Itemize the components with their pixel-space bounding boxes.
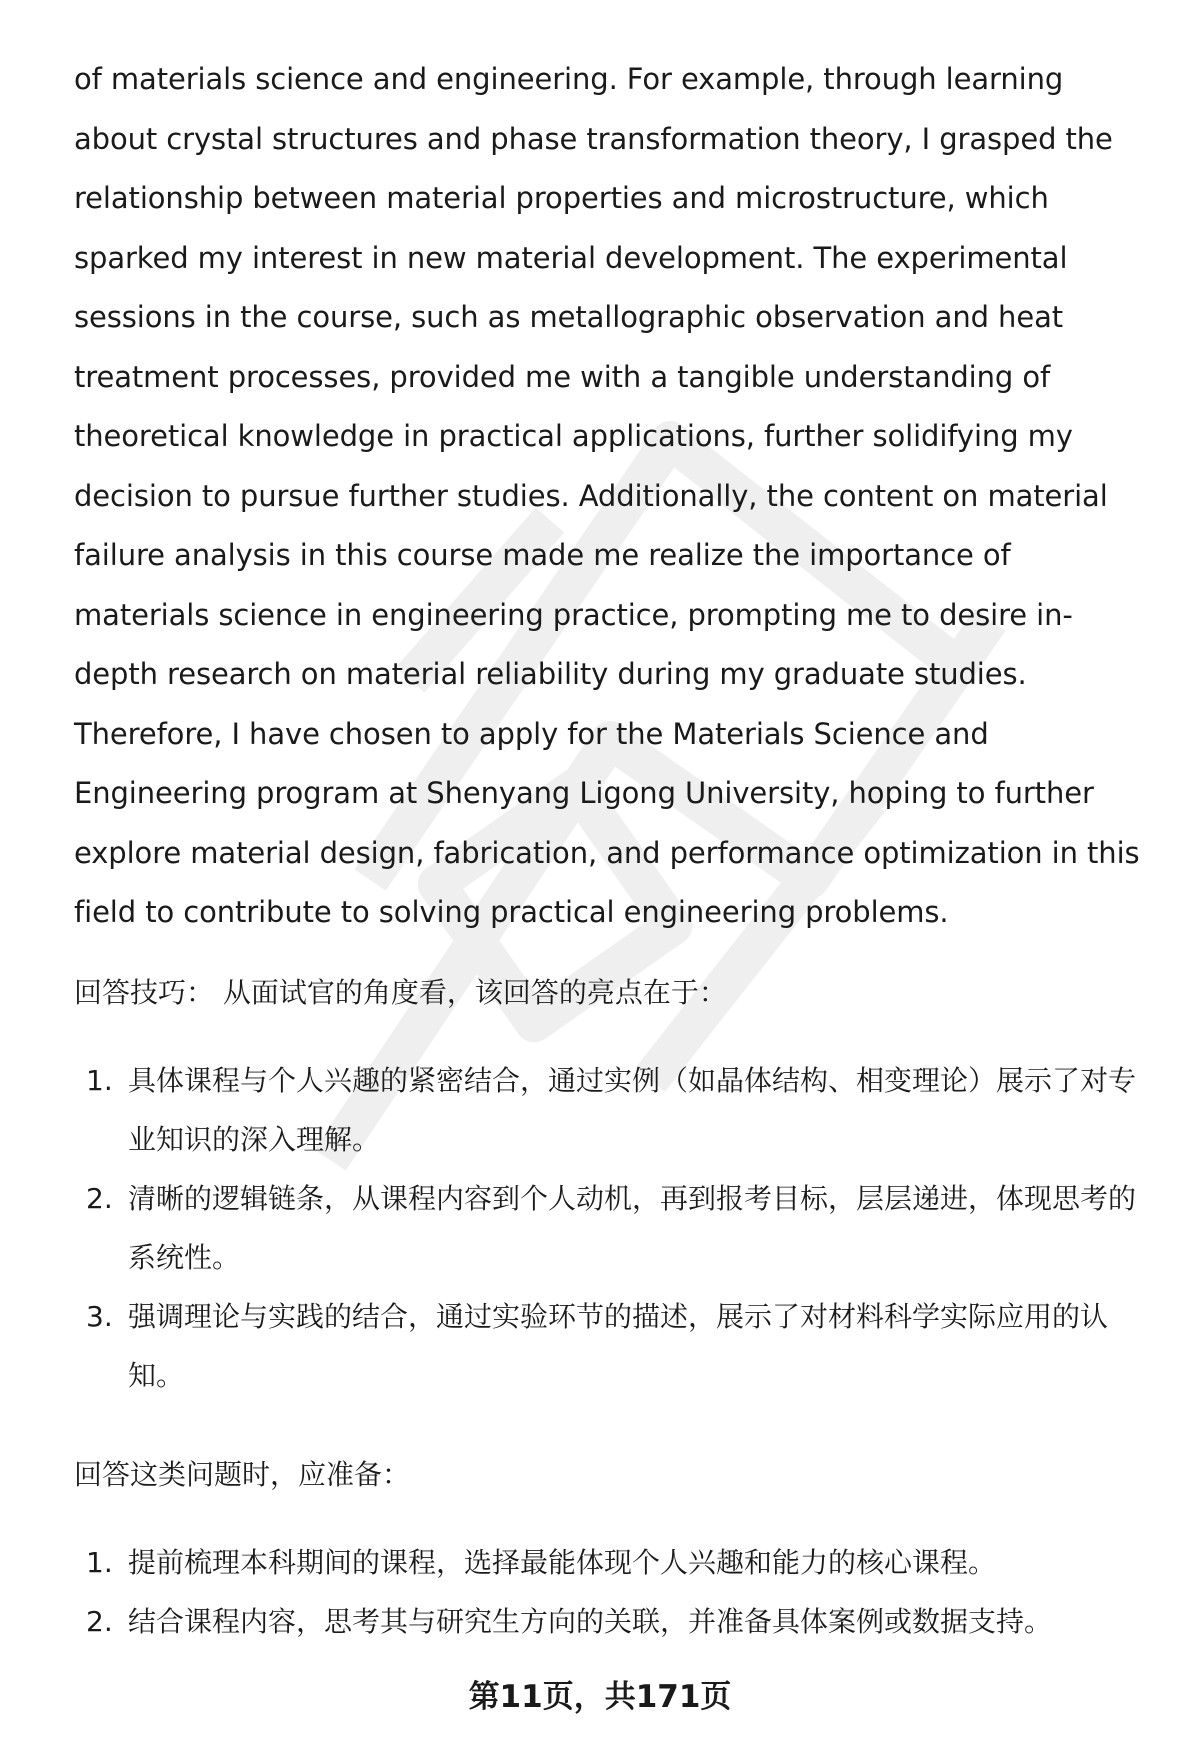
list-item-text: 强调理论与实践的结合，通过实验环节的描述，展示了对材料科学实际应用的认知。 [128,1299,1109,1392]
list-item-number: 2. [86,1604,113,1638]
list-item [74,1051,1154,1169]
preparation-list [74,1533,1154,1651]
document-page [74,50,1154,1651]
list-item [74,1169,1154,1287]
list-item-text: 清晰的逻辑链条，从课程内容到个人动机，再到报考目标，层层递进，体现思考的系统性。 [128,1181,1137,1274]
list-item-number: 1. [86,1545,113,1579]
list-item-number: 2. [86,1181,113,1215]
answer-tips-list [74,1051,1154,1405]
preparation-heading: 回答这类问题时，应准备： [74,1457,411,1491]
english-answer-paragraph: of materials science and engineering. For example, through learning about crystal structures and phase transformation theory, I grasped the relationship between material properties and microstructure, which sparked my interest in new material development. The experimental sessions in the course, such as metallographic observation and heat treatment processes, provided me with a tangible understanding of theoretical knowledge in practical applications, further solidifying my decision to pursue further studies. Additionally, the content on material failure analysis in this course made me realize the importance of materials science in engineering practice, prompting me to desire in-depth research on material reliability during my graduate studies. Therefore, I have chosen to apply for the Materials Science and Engineering program at Shenyang Ligong University, hoping to further explore material design, fabrication, and performance optimization in this field to contribute to solving practical engineering problems. [74,62,1140,929]
list-item-number: 3. [86,1299,113,1333]
list-item-text: 提前梳理本科期间的课程，选择最能体现个人兴趣和能力的核心课程。 [128,1545,997,1579]
answer-tips-heading: 回答技巧： 从面试官的角度看，该回答的亮点在于： [74,975,727,1009]
list-item [74,1533,1154,1592]
list-item [74,1592,1154,1651]
page-number-footer: 第11页，共171页 [468,1679,732,1715]
list-item-number: 1. [86,1063,113,1097]
list-item-text: 具体课程与个人兴趣的紧密结合，通过实例（如晶体结构、相变理论）展示了对专业知识的深入理解。 [128,1063,1137,1156]
list-item [74,1287,1154,1405]
list-item-text: 结合课程内容，思考其与研究生方向的关联，并准备具体案例或数据支持。 [128,1604,1053,1638]
